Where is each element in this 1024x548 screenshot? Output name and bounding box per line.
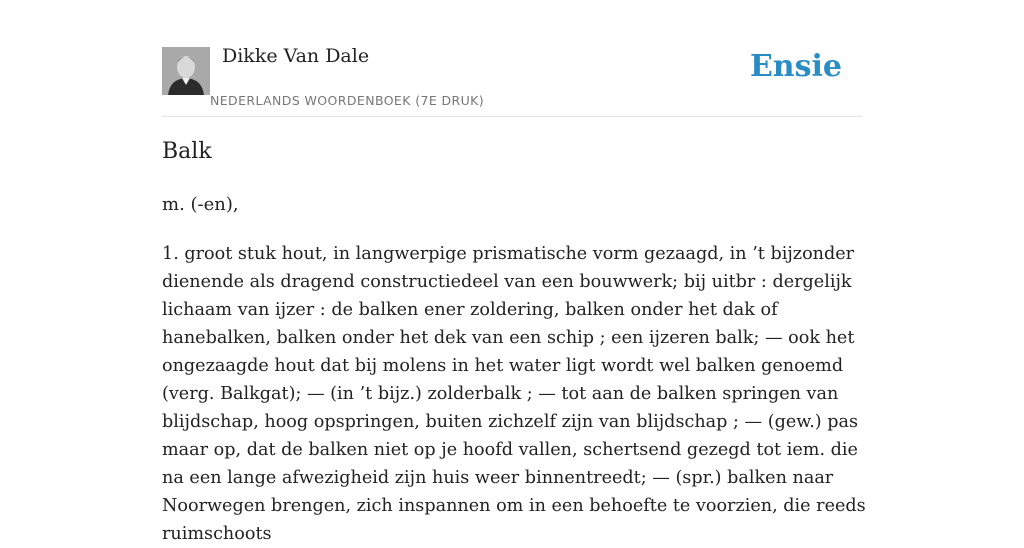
entry-headword: Balk: [162, 139, 212, 164]
entry-grammar: m. (-en),: [162, 194, 239, 215]
portrait-icon: [162, 47, 210, 95]
dictionary-subtitle: NEDERLANDS WOORDENBOEK (7E DRUK): [210, 93, 485, 108]
entry-definition: 1. groot stuk hout, in langwerpige prismatische vorm gezaagd, in ’t bijzonder dienende als dragend constructiedeel van een bouwwerk; bij uitbr : dergelijk lichaam van ijzer : de balken ener zoldering, balken onder het dak of hanebalken, balken onder het dek van een schip ; een ijzeren balk; — ook het ongezaagde hout dat bij molens in het water ligt wordt wel balken genoemd (verg. Balkgat); — (in ’t bijz.) zolderbalk ; — tot aan de balken springen van blijdschap, hoog opspringen, buiten zichzelf zijn van blijdschap ; — (gew.) pas maar op, dat de balken niet op je hoofd vallen, schertsend gezegd tot iem. die na een lange afwezigheid zijn huis weer binnentreedt; — (spr.) balken naar Noorwegen brengen, zich inspannen om in een behoefte te voorzien, die reeds ruimschoots: [162, 244, 866, 544]
dictionary-header: [162, 0, 862, 117]
dictionary-avatar[interactable]: [162, 47, 210, 95]
dictionary-name[interactable]: Dikke Van Dale: [222, 45, 370, 67]
ensie-logo[interactable]: Ensie: [749, 49, 842, 84]
